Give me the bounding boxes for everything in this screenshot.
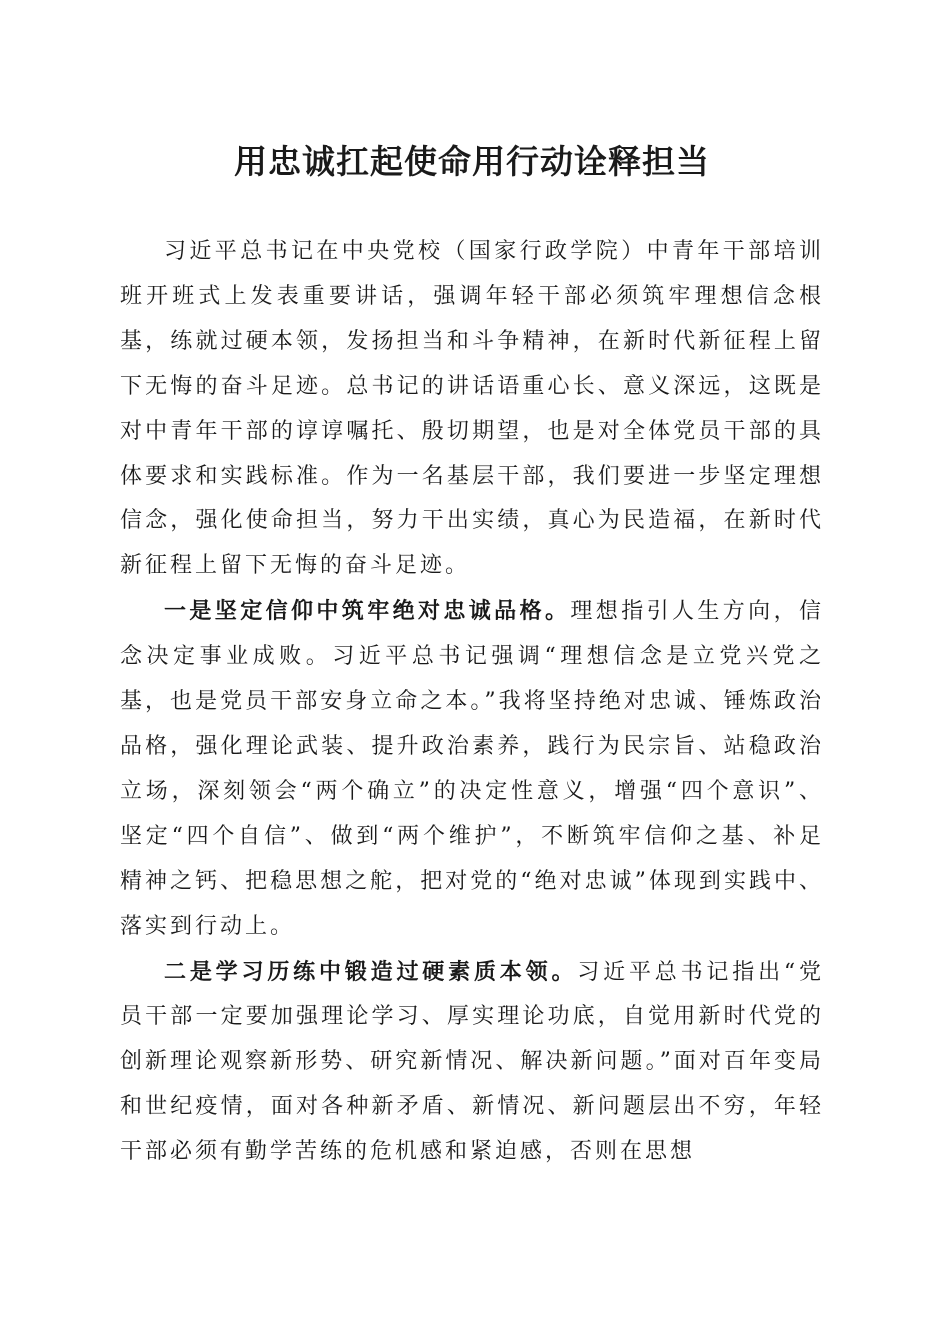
document-title: 用忠诚扛起使命用行动诠释担当 [234,142,710,181]
paragraph-text: 习近平总书记在中央党校（国家行政学院）中青年干部培训班开班式上发表重要讲话，强调年轻干部必须筑牢理想信念根基，练就过硬本领，发扬担当和斗争精神，在新时代新征程上留下无悔的奋斗足迹。总书记的讲话语重心长、意义深远，这既是对中青年干部的谆谆嘱托、殷切期望，也是对全体党员干部的具体要求和实践标准。作为一名基层干部，我们要进一步坚定理想信念，强化使命担当，努力干出实绩，真心为民造福，在新时代新征程上留下无悔的奋斗足迹。 [120,239,824,579]
paragraph-text: 习近平总书记指出“党员干部一定要加强理论学习、厚实理论功底，自觉用新时代党的创新理论观察新形势、研究新情况、解决新问题。”面对百年变局和世纪疫情，面对各种新矛盾、新情况、新问题层出不穷，年轻干部必须有勤学苦练的危机感和紧迫感，否则在思想 [120,959,824,1165]
paragraph-text: 理想指引人生方向，信念决定事业成败。习近平总书记强调“理想信念是立党兴党之基，也是党员干部安身立命之本。”我将坚持绝对忠诚、锤炼政治品格，强化理论武装、提升政治素养，践行为民宗旨、站稳政治立场，深刻领会“两个确立”的决定性意义，增强“四个意识”、坚定“四个自信”、做到“两个维护”，不断筑牢信仰之基、补足精神之钙、把稳思想之舵，把对党的“绝对忠诚”体现到实践中、落实到行动上。 [120,599,824,939]
document-body [120,230,824,1175]
paragraph-point-one [120,589,824,949]
paragraph-lead: 二是学习历练中锻造过硬素质本领。 [164,958,578,985]
paragraph-lead: 一是坚定信仰中筑牢绝对忠诚品格。 [164,598,571,625]
paragraph-intro [120,230,824,589]
paragraph-point-two [120,950,824,1176]
